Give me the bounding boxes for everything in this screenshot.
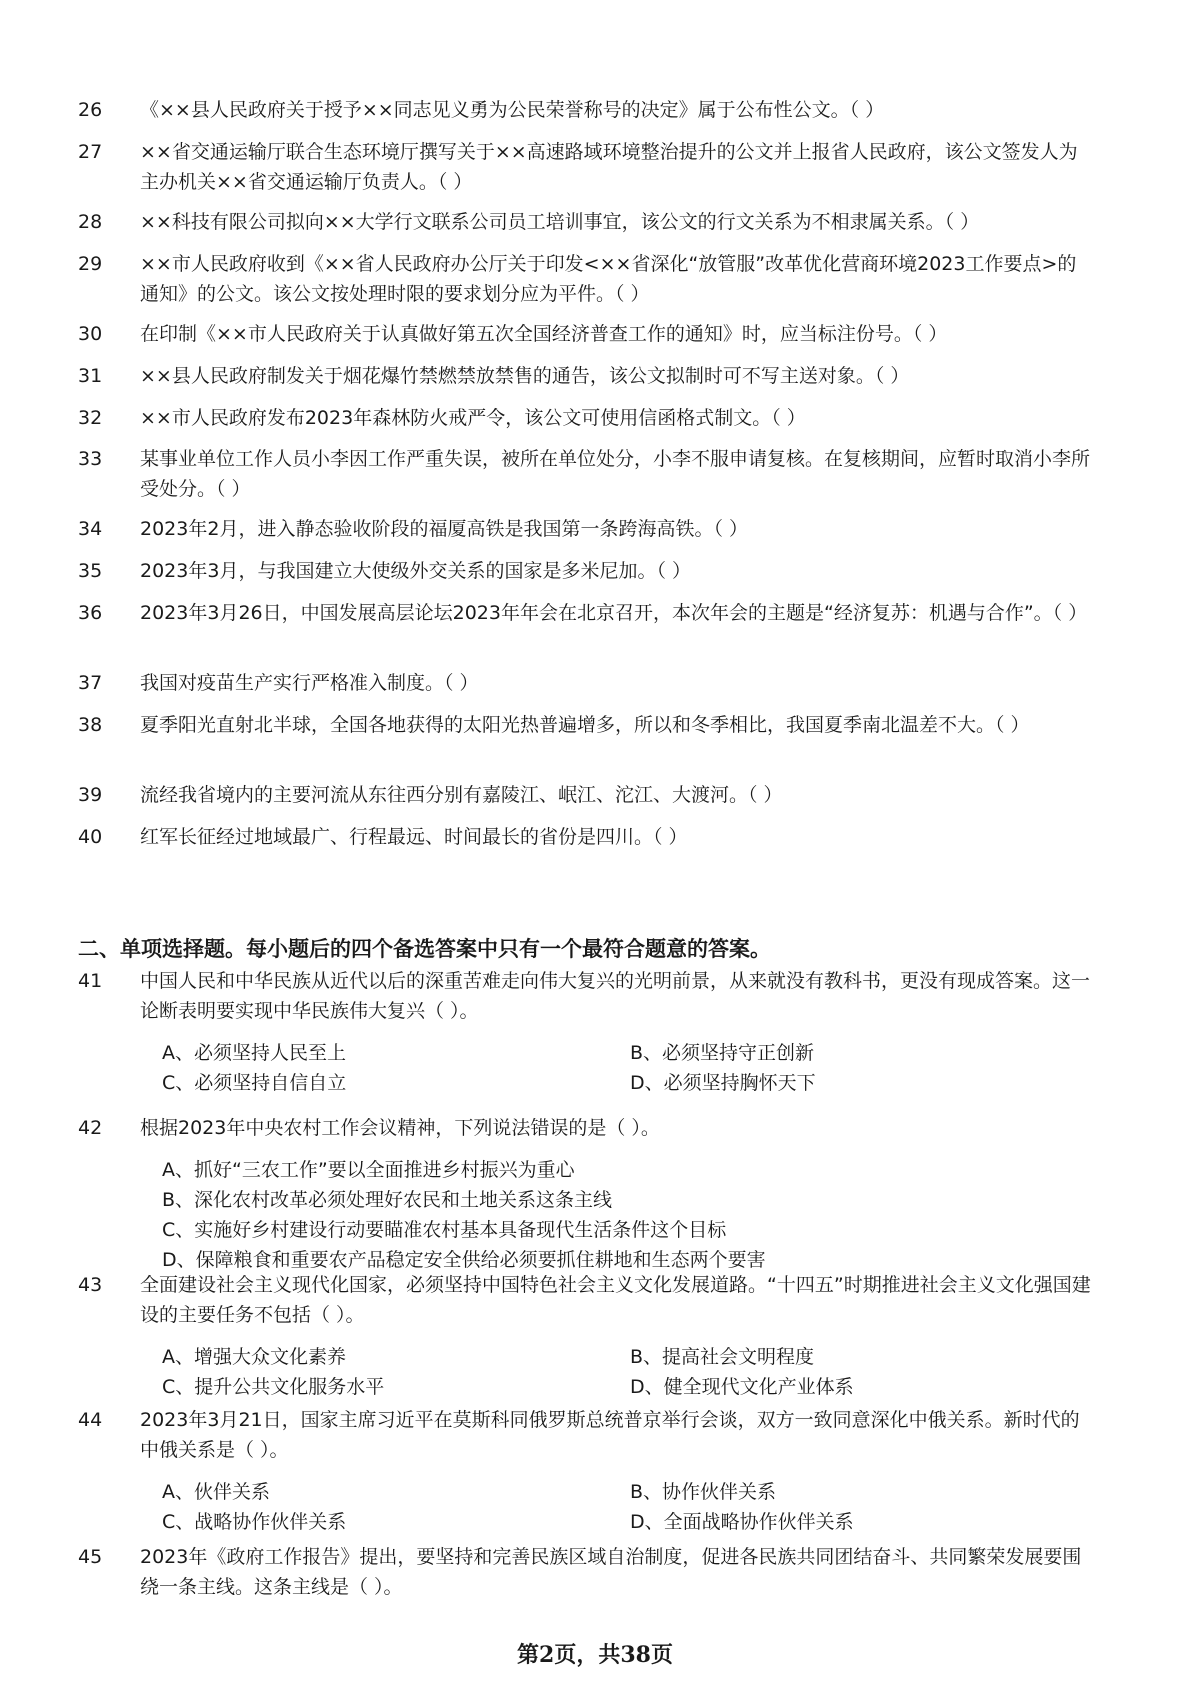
question-34 [78, 514, 1098, 544]
options [162, 1342, 1098, 1402]
question-26 [78, 95, 1098, 125]
question-36 [78, 598, 1098, 628]
option-d: D、健全现代文化产业体系 [630, 1376, 854, 1398]
question-text: 在印制《××市人民政府关于认真做好第五次全国经济普查工作的通知》时，应当标注份号。（ ） [140, 323, 948, 345]
question-number: 44 [78, 1409, 103, 1431]
question-number: 42 [78, 1117, 103, 1139]
question-number: 31 [78, 365, 103, 387]
question-text: ××科技有限公司拟向××大学行文联系公司员工培训事宜，该公文的行文关系为不相隶属关系。（ ） [140, 211, 980, 233]
question-number: 33 [78, 448, 103, 470]
question-text: 夏季阳光直射北半球，全国各地获得的太阳光热普遍增多，所以和冬季相比，我国夏季南北温差不大。（ ） [140, 714, 1030, 736]
page-footer: 第2页，共38页 [517, 1642, 673, 1668]
question-number: 27 [78, 141, 103, 163]
option-a: A、抓好“三农工作”要以全面推进乡村振兴为重心 [162, 1159, 575, 1181]
option-a: A、伙伴关系 [162, 1481, 270, 1503]
question-31 [78, 361, 1098, 391]
option-b: B、必须坚持守正创新 [630, 1042, 815, 1064]
question-number: 36 [78, 602, 103, 624]
question-number: 34 [78, 518, 103, 540]
question-text: 红军长征经过地域最广、行程最远、时间最长的省份是四川。（ ） [140, 826, 688, 848]
question-37 [78, 668, 1098, 698]
option-a: A、增强大众文化素养 [162, 1346, 346, 1368]
option-d: D、全面战略协作伙伴关系 [630, 1511, 854, 1533]
question-text: ××市人民政府发布2023年森林防火戒严令，该公文可使用信函格式制文。（ ） [140, 407, 806, 429]
option-c: C、战略协作伙伴关系 [162, 1511, 347, 1533]
option-b: B、协作伙伴关系 [630, 1481, 777, 1503]
section-heading: 二、单项选择题。每小题后的四个备选答案中只有一个最符合题意的答案。 [78, 937, 771, 961]
option-c: C、实施好乡村建设行动要瞄准农村基本具备现代生活条件这个目标 [162, 1219, 727, 1241]
question-29 [78, 249, 1098, 309]
question-number: 35 [78, 560, 103, 582]
option-d: D、保障粮食和重要农产品稳定安全供给必须要抓住耕地和生态两个要害 [162, 1249, 766, 1271]
question-number: 45 [78, 1546, 103, 1568]
question-text: ××省交通运输厅联合生态环境厅撰写关于××高速路域环境整治提升的公文并上报省人民政府，该公文签发人为主办机关××省交通运输厅负责人。（ ） [140, 141, 1078, 193]
options [162, 1155, 1098, 1275]
question-27 [78, 137, 1098, 197]
question-text: ××市人民政府收到《××省人民政府办公厅关于印发<××省深化“放管服”改革优化营商环境2023工作要点>的通知》的公文。该公文按处理时限的要求划分应为平件。（ ） [140, 253, 1077, 305]
question-text: 2023年3月26日，中国发展高层论坛2023年年会在北京召开，本次年会的主题是“经济复苏：机遇与合作”。（ ） [140, 602, 1088, 624]
question-number: 32 [78, 407, 103, 429]
question-text: 流经我省境内的主要河流从东往西分别有嘉陵江、岷江、沱江、大渡河。（ ） [140, 784, 783, 806]
option-d: D、必须坚持胸怀天下 [630, 1072, 816, 1094]
question-text: 2023年3月21日，国家主席习近平在莫斯科同俄罗斯总统普京举行会谈，双方一致同意深化中俄关系。新时代的中俄关系是（ ）。 [140, 1409, 1080, 1461]
question-text: 《××县人民政府关于授予××同志见义勇为公民荣誉称号的决定》属于公布性公文。（ ） [140, 99, 885, 121]
question-33 [78, 444, 1098, 504]
options [162, 1038, 1098, 1098]
question-35 [78, 556, 1098, 586]
question-43 [78, 1270, 1098, 1402]
question-number: 43 [78, 1274, 103, 1296]
option-b: B、深化农村改革必须处理好农民和土地关系这条主线 [162, 1189, 613, 1211]
question-text: 2023年《政府工作报告》提出，要坚持和完善民族区域自治制度，促进各民族共同团结奋斗、共同繁荣发展要围绕一条主线。这条主线是（ ）。 [140, 1546, 1082, 1598]
question-text: ××县人民政府制发关于烟花爆竹禁燃禁放禁售的通告，该公文拟制时可不写主送对象。（ ） [140, 365, 910, 387]
question-28 [78, 207, 1098, 237]
question-text: 中国人民和中华民族从近代以后的深重苦难走向伟大复兴的光明前景，从来就没有教科书，更没有现成答案。这一论断表明要实现中华民族伟大复兴（ ）。 [140, 970, 1091, 1022]
question-38 [78, 710, 1098, 740]
question-number: 41 [78, 970, 103, 992]
question-text: 我国对疫苗生产实行严格准入制度。（ ） [140, 672, 479, 694]
question-number: 37 [78, 672, 103, 694]
question-number: 30 [78, 323, 103, 345]
question-text: 2023年2月，进入静态验收阶段的福厦高铁是我国第一条跨海高铁。（ ） [140, 518, 748, 540]
question-44 [78, 1405, 1098, 1537]
option-b: B、提高社会文明程度 [630, 1346, 815, 1368]
question-42 [78, 1113, 1098, 1275]
question-40 [78, 822, 1098, 852]
option-c: C、提升公共文化服务水平 [162, 1376, 385, 1398]
question-41 [78, 966, 1098, 1098]
question-39 [78, 780, 1098, 810]
question-number: 28 [78, 211, 103, 233]
question-text: 2023年3月，与我国建立大使级外交关系的国家是多米尼加。（ ） [140, 560, 691, 582]
question-number: 38 [78, 714, 103, 736]
option-c: C、必须坚持自信自立 [162, 1072, 347, 1094]
question-text: 某事业单位工作人员小李因工作严重失误，被所在单位处分，小李不服申请复核。在复核期间，应暂时取消小李所受处分。（ ） [140, 448, 1091, 500]
question-text: 全面建设社会主义现代化国家，必须坚持中国特色社会主义文化发展道路。“十四五”时期推进社会主义文化强国建设的主要任务不包括（ ）。 [140, 1274, 1091, 1326]
options [162, 1477, 1098, 1537]
option-a: A、必须坚持人民至上 [162, 1042, 346, 1064]
question-45 [78, 1542, 1098, 1602]
question-number: 39 [78, 784, 103, 806]
question-32 [78, 403, 1098, 433]
question-text: 根据2023年中央农村工作会议精神，下列说法错误的是（ ）。 [140, 1117, 660, 1139]
question-number: 40 [78, 826, 103, 848]
question-30 [78, 319, 1098, 349]
question-number: 29 [78, 253, 103, 275]
question-number: 26 [78, 99, 103, 121]
